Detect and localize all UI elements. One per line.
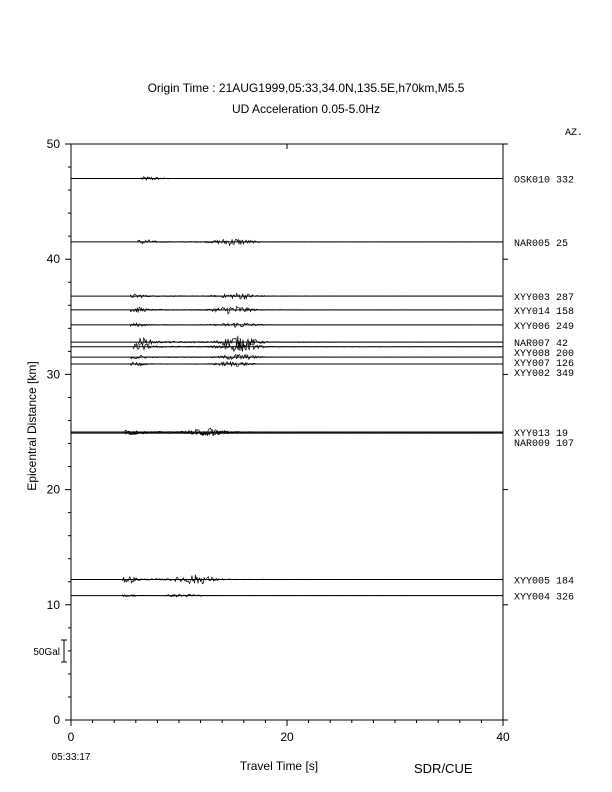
y-tick-label: 50 bbox=[46, 137, 60, 151]
station-label: XYY006 249 bbox=[514, 321, 575, 333]
station-label: XYY003 287 bbox=[514, 293, 575, 305]
scale-bar-label: 50Gal bbox=[33, 647, 60, 658]
start-time-label: 05:33:17 bbox=[51, 752, 91, 763]
station-waveform bbox=[130, 362, 502, 366]
station-label: NAR009 107 bbox=[514, 439, 575, 450]
azimuth-header: AZ. bbox=[564, 128, 583, 139]
chart-subtitle: UD Acceleration 0.05-5.0Hz bbox=[231, 102, 381, 116]
station-waveform bbox=[123, 594, 503, 597]
station-label: OSK010 332 bbox=[514, 175, 575, 187]
station-waveform bbox=[130, 323, 502, 327]
x-tick-label: 0 bbox=[67, 730, 75, 744]
station-waveform bbox=[123, 575, 503, 584]
station-label: XYY014 158 bbox=[514, 306, 575, 318]
y-tick-label: 0 bbox=[53, 713, 60, 727]
y-tick-label: 20 bbox=[46, 482, 60, 497]
station-waveform bbox=[130, 307, 502, 314]
station-label: XYY002 349 bbox=[514, 369, 575, 381]
station-label: XYY004 326 bbox=[514, 592, 575, 604]
station-waveform bbox=[130, 355, 502, 360]
station-label: XYY007 126 bbox=[514, 359, 575, 371]
station-label: NAR005 25 bbox=[514, 238, 569, 250]
x-axis-label: Travel Time [s] bbox=[239, 759, 319, 773]
station-label: XYY013 19 bbox=[514, 429, 569, 440]
y-tick-label: 30 bbox=[46, 367, 60, 382]
station-label: XYY008 200 bbox=[514, 349, 575, 361]
x-tick-label: 40 bbox=[496, 730, 510, 744]
chart-title: Origin Time : 21AUG1999,05:33,34.0N,135.5E,h70km,M5.5 bbox=[147, 81, 465, 95]
y-tick-label: 40 bbox=[46, 252, 60, 267]
x-tick-label: 20 bbox=[280, 730, 294, 744]
station-label: XYY005 184 bbox=[514, 576, 575, 588]
station-waveform bbox=[130, 293, 502, 299]
y-tick-label: 10 bbox=[46, 597, 60, 612]
station-label: NAR007 42 bbox=[514, 339, 569, 351]
credit-label: SDR/CUE bbox=[414, 761, 473, 776]
y-axis-label: Epicentral Distance [km] bbox=[25, 361, 39, 491]
